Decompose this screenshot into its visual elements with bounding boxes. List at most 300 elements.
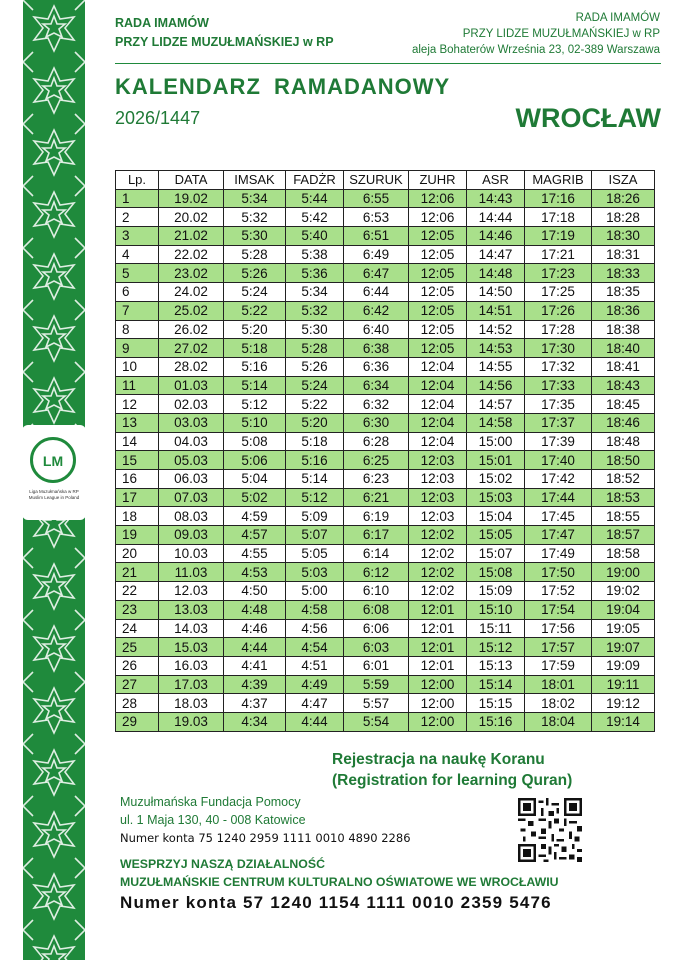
table-cell: 10.03 (159, 544, 224, 563)
table-cell: 1 (116, 189, 159, 208)
table-row (116, 675, 655, 694)
table-cell: 15:13 (467, 656, 525, 675)
support-line2: MUZUŁMAŃSKIE CENTRUM KULTURALNO OŚWIATOWE WE WROCŁAWIU (120, 875, 559, 889)
table-cell: 5:08 (224, 432, 286, 451)
table-row (116, 227, 655, 246)
table-cell: 6:08 (344, 600, 409, 619)
table-cell: 18:40 (592, 339, 655, 358)
table-cell: 5 (116, 264, 159, 283)
table-row (116, 283, 655, 302)
table-cell: 17:59 (525, 656, 592, 675)
table-cell: 4:37 (224, 694, 286, 713)
table-cell: 5:10 (224, 413, 286, 432)
table-cell: 26 (116, 656, 159, 675)
table-cell: 27 (116, 675, 159, 694)
table-cell: 27.02 (159, 339, 224, 358)
logo-emblem (30, 437, 76, 483)
table-cell: 12:01 (409, 600, 467, 619)
table-cell: 19:09 (592, 656, 655, 675)
table-cell: 6:14 (344, 544, 409, 563)
table-cell: 6:51 (344, 227, 409, 246)
table-cell: 5:16 (224, 357, 286, 376)
header-divider (115, 63, 661, 64)
table-cell: 12:03 (409, 470, 467, 489)
table-cell: 6:28 (344, 432, 409, 451)
table-cell: 19:12 (592, 694, 655, 713)
table-cell: 5:12 (286, 488, 344, 507)
table-cell: 5:57 (344, 694, 409, 713)
table-cell: 17:56 (525, 619, 592, 638)
foundation-name: Muzułmańska Fundacja Pomocy (120, 795, 301, 809)
year-label: 2026/1447 (115, 108, 201, 128)
column-header: MAGRIB (525, 171, 592, 190)
table-cell: 14:51 (467, 301, 525, 320)
table-cell: 14:48 (467, 264, 525, 283)
header-right-address: aleja Bohaterów Września 23, 02-389 Warszawa (411, 44, 660, 56)
table-cell: 08.03 (159, 507, 224, 526)
table-cell: 18:52 (592, 470, 655, 489)
table-cell: 4:57 (224, 526, 286, 545)
table-cell: 15.03 (159, 638, 224, 657)
table-cell: 5:24 (224, 283, 286, 302)
table-cell: 12:05 (409, 245, 467, 264)
table-cell: 18:58 (592, 544, 655, 563)
table-cell: 5:26 (224, 264, 286, 283)
table-cell: 19:04 (592, 600, 655, 619)
table-cell: 5:00 (286, 582, 344, 601)
table-row (116, 395, 655, 414)
column-header: SZURUK (344, 171, 409, 190)
table-cell: 15:15 (467, 694, 525, 713)
table-cell: 14:58 (467, 413, 525, 432)
table-row (116, 189, 655, 208)
table-cell: 14:43 (467, 189, 525, 208)
table-row (116, 563, 655, 582)
table-cell: 12:05 (409, 339, 467, 358)
table-row (116, 656, 655, 675)
table-cell: 18:53 (592, 488, 655, 507)
table-cell: 5:59 (344, 675, 409, 694)
table-cell: 17:33 (525, 376, 592, 395)
table-cell: 14.03 (159, 619, 224, 638)
table-cell: 5:20 (286, 413, 344, 432)
table-cell: 14 (116, 432, 159, 451)
table-cell: 17:54 (525, 600, 592, 619)
table-cell: 5:03 (286, 563, 344, 582)
table-cell: 5:06 (224, 451, 286, 470)
table-cell: 22.02 (159, 245, 224, 264)
table-cell: 18:48 (592, 432, 655, 451)
table-cell: 5:18 (224, 339, 286, 358)
table-cell: 4:41 (224, 656, 286, 675)
table-cell: 18:50 (592, 451, 655, 470)
table-cell: 9 (116, 339, 159, 358)
table-cell: 12:02 (409, 544, 467, 563)
table-cell: 6:23 (344, 470, 409, 489)
table-cell: 6:49 (344, 245, 409, 264)
table-cell: 19:05 (592, 619, 655, 638)
table-cell: 5:42 (286, 208, 344, 227)
table-row (116, 470, 655, 489)
table-cell: 4:56 (286, 619, 344, 638)
table-cell: 6:12 (344, 563, 409, 582)
table-cell: 18 (116, 507, 159, 526)
table-cell: 15:12 (467, 638, 525, 657)
table-cell: 5:28 (286, 339, 344, 358)
table-cell: 12:05 (409, 320, 467, 339)
table-cell: 04.03 (159, 432, 224, 451)
table-row (116, 451, 655, 470)
table-cell: 20.02 (159, 208, 224, 227)
table-cell: 5:18 (286, 432, 344, 451)
table-cell: 18:43 (592, 376, 655, 395)
table-cell: 19.03 (159, 712, 224, 731)
column-header: ZUHR (409, 171, 467, 190)
table-cell: 21.02 (159, 227, 224, 246)
table-cell: 18:35 (592, 283, 655, 302)
table-cell: 09.03 (159, 526, 224, 545)
table-row (116, 413, 655, 432)
table-cell: 5:24 (286, 376, 344, 395)
table-row (116, 301, 655, 320)
table-cell: 16.03 (159, 656, 224, 675)
table-cell: 17:19 (525, 227, 592, 246)
table-cell: 15 (116, 451, 159, 470)
table-cell: 6:30 (344, 413, 409, 432)
table-cell: 12:05 (409, 227, 467, 246)
ramadan-calendar-table (115, 170, 655, 732)
support-section (120, 855, 559, 891)
table-cell: 14:55 (467, 357, 525, 376)
registration-note (332, 749, 572, 791)
table-cell: 24.02 (159, 283, 224, 302)
league-logo (22, 425, 86, 520)
table-cell: 12:02 (409, 582, 467, 601)
table-cell: 19:11 (592, 675, 655, 694)
qr-code[interactable] (518, 798, 582, 862)
table-cell: 12:06 (409, 208, 467, 227)
table-cell: 12:03 (409, 451, 467, 470)
table-cell: 5:14 (224, 376, 286, 395)
table-cell: 6:03 (344, 638, 409, 657)
header-right-line1: RADA IMAMÓW (575, 12, 660, 24)
table-cell: 6:42 (344, 301, 409, 320)
table-cell: 5:09 (286, 507, 344, 526)
table-cell: 6:40 (344, 320, 409, 339)
table-cell: 19:02 (592, 582, 655, 601)
table-cell: 18:46 (592, 413, 655, 432)
table-cell: 15:16 (467, 712, 525, 731)
table-cell: 25.02 (159, 301, 224, 320)
table-cell: 12 (116, 395, 159, 414)
table-cell: 17:42 (525, 470, 592, 489)
table-cell: 4:48 (224, 600, 286, 619)
table-row (116, 694, 655, 713)
table-cell: 5:12 (224, 395, 286, 414)
table-cell: 5:28 (224, 245, 286, 264)
table-cell: 5:40 (286, 227, 344, 246)
table-cell: 4:58 (286, 600, 344, 619)
table-cell: 4:34 (224, 712, 286, 731)
table-cell: 12:05 (409, 283, 467, 302)
city-name: WROCŁAW (515, 103, 661, 133)
table-cell: 17 (116, 488, 159, 507)
table-cell: 17:32 (525, 357, 592, 376)
table-cell: 13 (116, 413, 159, 432)
table-cell: 19:14 (592, 712, 655, 731)
table-cell: 17:18 (525, 208, 592, 227)
table-header-row (116, 171, 655, 190)
table-cell: 22 (116, 582, 159, 601)
table-cell: 6:36 (344, 357, 409, 376)
table-cell: 15:01 (467, 451, 525, 470)
table-cell: 28.02 (159, 357, 224, 376)
table-cell: 5:22 (224, 301, 286, 320)
table-cell: 5:34 (224, 189, 286, 208)
table-cell: 6:34 (344, 376, 409, 395)
table-cell: 06.03 (159, 470, 224, 489)
column-header: DATA (159, 171, 224, 190)
table-cell: 5:54 (344, 712, 409, 731)
table-cell: 6:53 (344, 208, 409, 227)
table-cell: 12:04 (409, 395, 467, 414)
table-cell: 19.02 (159, 189, 224, 208)
table-cell: 18:28 (592, 208, 655, 227)
table-cell: 18:38 (592, 320, 655, 339)
table-cell: 6:01 (344, 656, 409, 675)
table-cell: 4 (116, 245, 159, 264)
table-cell: 15:10 (467, 600, 525, 619)
table-cell: 7 (116, 301, 159, 320)
registration-line2: (Registration for learning Quran) (332, 772, 573, 789)
table-cell: 4:39 (224, 675, 286, 694)
table-cell: 14:52 (467, 320, 525, 339)
table-cell: 12:04 (409, 376, 467, 395)
table-cell: 17:23 (525, 264, 592, 283)
table-cell: 28 (116, 694, 159, 713)
foundation-account: Numer konta 75 1240 2959 1111 0010 4890 2286 (120, 831, 411, 845)
support-line1: WESPRZYJ NASZĄ DZIAŁALNOŚĆ (120, 857, 325, 871)
table-cell: 17:40 (525, 451, 592, 470)
table-cell: 11.03 (159, 563, 224, 582)
table-cell: 15:09 (467, 582, 525, 601)
table-cell: 5:26 (286, 357, 344, 376)
table-cell: 12:00 (409, 712, 467, 731)
table-cell: 14:50 (467, 283, 525, 302)
table-row (116, 544, 655, 563)
table-cell: 23 (116, 600, 159, 619)
table-cell: 5:38 (286, 245, 344, 264)
table-cell: 4:44 (224, 638, 286, 657)
header-right-line2: PRZY LIDZE MUZUŁMAŃSKIEJ w RP (462, 28, 660, 40)
column-header: ISZA (592, 171, 655, 190)
table-cell: 17:16 (525, 189, 592, 208)
table-cell: 12:04 (409, 357, 467, 376)
table-cell: 26.02 (159, 320, 224, 339)
table-row (116, 712, 655, 731)
table-cell: 5:36 (286, 264, 344, 283)
table-cell: 17:35 (525, 395, 592, 414)
table-row (116, 432, 655, 451)
table-row (116, 600, 655, 619)
header-right (412, 10, 660, 58)
table-body (116, 189, 655, 731)
table-row (116, 619, 655, 638)
table-cell: 4:49 (286, 675, 344, 694)
table-cell: 18:55 (592, 507, 655, 526)
table-cell: 5:22 (286, 395, 344, 414)
table-cell: 23.02 (159, 264, 224, 283)
table-cell: 6:19 (344, 507, 409, 526)
table-cell: 4:50 (224, 582, 286, 601)
table-cell: 5:16 (286, 451, 344, 470)
table-cell: 4:44 (286, 712, 344, 731)
table-row (116, 638, 655, 657)
column-header: FADŻR (286, 171, 344, 190)
table-cell: 6:25 (344, 451, 409, 470)
table-cell: 5:32 (286, 301, 344, 320)
table-cell: 12:02 (409, 526, 467, 545)
table-cell: 14:44 (467, 208, 525, 227)
table-cell: 05.03 (159, 451, 224, 470)
table-cell: 12:03 (409, 488, 467, 507)
table-cell: 12:06 (409, 189, 467, 208)
foundation-address: ul. 1 Maja 130, 40 - 008 Katowice (120, 813, 306, 827)
table-cell: 02.03 (159, 395, 224, 414)
table-row (116, 208, 655, 227)
table-cell: 5:30 (224, 227, 286, 246)
table-cell: 4:46 (224, 619, 286, 638)
table-cell: 6:10 (344, 582, 409, 601)
table-cell: 24 (116, 619, 159, 638)
table-cell: 4:54 (286, 638, 344, 657)
table-cell: 12:01 (409, 656, 467, 675)
table-cell: 18:04 (525, 712, 592, 731)
table-row (116, 357, 655, 376)
table-cell: 17:39 (525, 432, 592, 451)
table-cell: 17:57 (525, 638, 592, 657)
table-cell: 4:59 (224, 507, 286, 526)
page-title: KALENDARZ RAMADANOWY (115, 74, 451, 99)
table-cell: 5:20 (224, 320, 286, 339)
table-cell: 5:04 (224, 470, 286, 489)
table-cell: 17:49 (525, 544, 592, 563)
table-cell: 18:26 (592, 189, 655, 208)
table-cell: 17:45 (525, 507, 592, 526)
table-cell: 6:17 (344, 526, 409, 545)
table-cell: 21 (116, 563, 159, 582)
table-cell: 10 (116, 357, 159, 376)
table-cell: 18:33 (592, 264, 655, 283)
registration-line1: Rejestracja na naukę Koranu (332, 751, 545, 768)
table-cell: 17:44 (525, 488, 592, 507)
table-cell: 3 (116, 227, 159, 246)
table-cell: 6:55 (344, 189, 409, 208)
table-cell: 12:03 (409, 507, 467, 526)
table-cell: 07.03 (159, 488, 224, 507)
table-cell: 17:37 (525, 413, 592, 432)
table-cell: 18:31 (592, 245, 655, 264)
table-cell: 5:05 (286, 544, 344, 563)
table-cell: 03.03 (159, 413, 224, 432)
table-cell: 13.03 (159, 600, 224, 619)
table-cell: 2 (116, 208, 159, 227)
table-cell: 14:46 (467, 227, 525, 246)
table-cell: 6:32 (344, 395, 409, 414)
table-cell: 12:00 (409, 694, 467, 713)
table-cell: 6:21 (344, 488, 409, 507)
column-header: Lp. (116, 171, 159, 190)
table-cell: 6:38 (344, 339, 409, 358)
table-cell: 18:45 (592, 395, 655, 414)
table-cell: 4:53 (224, 563, 286, 582)
table-cell: 20 (116, 544, 159, 563)
table-row (116, 320, 655, 339)
table-cell: 5:44 (286, 189, 344, 208)
table-cell: 17:28 (525, 320, 592, 339)
table-cell: 12:04 (409, 432, 467, 451)
header-left (115, 14, 334, 52)
table-cell: 18:02 (525, 694, 592, 713)
table-cell: 12:02 (409, 563, 467, 582)
table-cell: 01.03 (159, 376, 224, 395)
table-cell: 11 (116, 376, 159, 395)
table-cell: 18:57 (592, 526, 655, 545)
table-cell: 25 (116, 638, 159, 657)
header-left-line2: PRZY LIDZE MUZUŁMAŃSKIEJ w RP (115, 35, 334, 49)
table-cell: 29 (116, 712, 159, 731)
table-cell: 15:00 (467, 432, 525, 451)
table-cell: 14:47 (467, 245, 525, 264)
table-cell: 12:01 (409, 619, 467, 638)
column-header: IMSAK (224, 171, 286, 190)
table-cell: 18:41 (592, 357, 655, 376)
logo-mark: LM (42, 453, 64, 469)
table-cell: 4:51 (286, 656, 344, 675)
table-cell: 19:07 (592, 638, 655, 657)
table-cell: 18:01 (525, 675, 592, 694)
table-cell: 17:26 (525, 301, 592, 320)
table-cell: 5:34 (286, 283, 344, 302)
table-cell: 5:32 (224, 208, 286, 227)
table-row (116, 339, 655, 358)
header-left-line1: RADA IMAMÓW (115, 16, 209, 30)
table-cell: 17:25 (525, 283, 592, 302)
table-cell: 12:00 (409, 675, 467, 694)
table-row (116, 376, 655, 395)
table-cell: 5:07 (286, 526, 344, 545)
table-cell: 6:06 (344, 619, 409, 638)
logo-caption: Liga Muzułmańska w RP Muslim League in Poland (28, 489, 80, 500)
bank-account: Numer konta 57 1240 1154 1111 0010 2359 5476 (120, 893, 552, 912)
table-cell: 17:30 (525, 339, 592, 358)
table-row (116, 526, 655, 545)
table-cell: 5:14 (286, 470, 344, 489)
table-cell: 18:30 (592, 227, 655, 246)
table-cell: 5:02 (224, 488, 286, 507)
table-cell: 12:05 (409, 264, 467, 283)
table-cell: 6:47 (344, 264, 409, 283)
table-cell: 15:11 (467, 619, 525, 638)
table-cell: 12:01 (409, 638, 467, 657)
table-cell: 16 (116, 470, 159, 489)
column-header: ASR (467, 171, 525, 190)
table-cell: 17:47 (525, 526, 592, 545)
table-cell: 14:56 (467, 376, 525, 395)
table-cell: 6:44 (344, 283, 409, 302)
table-cell: 17:21 (525, 245, 592, 264)
table-cell: 12:05 (409, 301, 467, 320)
